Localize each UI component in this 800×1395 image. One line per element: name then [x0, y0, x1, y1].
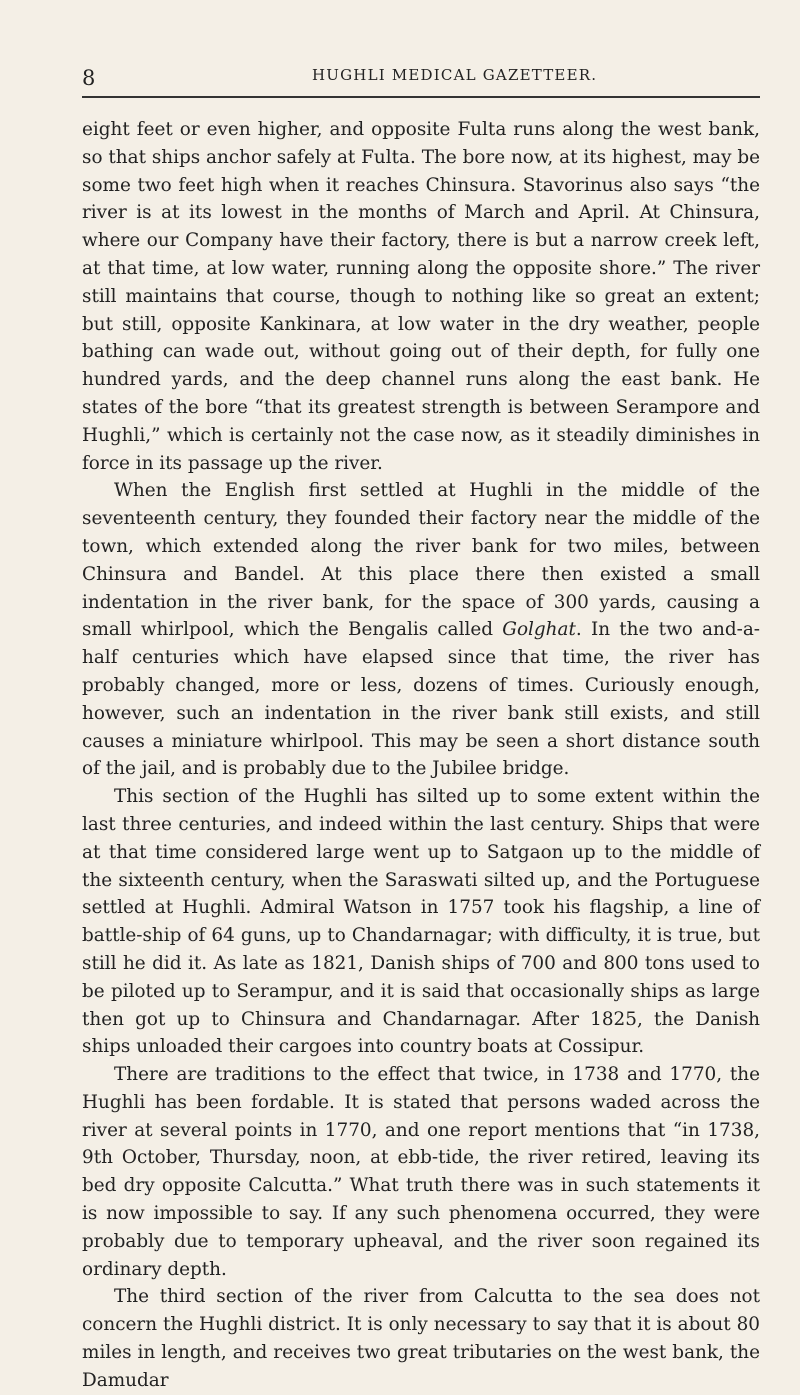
body-text [82, 116, 760, 1395]
paragraph-third-section: The third section of the river from Calcutta to the sea does not concern the Hughli district. It is only necessary to say that it is about 80 miles in length, and receives two great tributaries on the west bank, the Damudar [82, 1286, 760, 1391]
page-number: 8 [82, 66, 96, 90]
running-head: HUGHLI MEDICAL GAZETTEER. [312, 66, 598, 84]
header-rule [82, 96, 760, 98]
paragraph-text: . In the two and-a-half centuries which have elapsed since that time, the river has probably changed, more or less, dozens of times. Curiously enough, however, such an indentation in the river bank still exists, and still causes a miniature whirlpool. This may be seen a short distance south of the jail, and is probably due to the Jubilee bridge. [82, 619, 760, 780]
paragraph-continued: eight feet or even higher, and opposite Fulta runs along the west bank, so that ships anchor safely at Fulta. The bore now, at its highest, may be some two feet high when it reaches Chinsura. Stavorinus also says “the river is at its lowest in the months of March and April. At Chinsura, where our Company have their factory, there is but a narrow creek left, at that time, at low water, running along the opposite shore.” The river still maintains that course, though to nothing like so great an extent; but still, opposite Kankinara, at low water in the dry weather, people bathing can wade out, without going out of their depth, for fully one hundred yards, and the deep channel runs along the east bank. He states of the bore “that its greatest strength is between Serampore and Hughli,” which is certainly not the case now, as it steadily diminishes in force in its passage up the river. [82, 119, 760, 474]
italic-term: Golghat [502, 619, 576, 641]
paragraph-silting: This section of the Hughli has silted up to some extent within the last three centuries, and indeed within the last century. Ships that were at that time considered large went up to Satgaon up to the middle of the sixteenth century, when the Saraswati silted up, and the Portuguese settled at Hughli. Admiral Watson in 1757 took his flagship, a line of battle-ship of 64 guns, up to Chandarnagar; with difficulty, it is true, but still he did it. As late as 1821, Danish ships of 700 and 800 tons used to be piloted up to Serampur, and it is said that occasionally ships as large then got up to Chinsura and Chandarnagar. After 1825, the Danish ships unloaded their cargoes into country boats at Cossipur. [82, 786, 760, 1058]
paragraph-fordable: There are traditions to the effect that twice, in 1738 and 1770, the Hughli has been fordable. It is stated that persons waded across the river at several points in 1770, and one report mentions that “in 1738, 9th October, Thursday, noon, at ebb-tide, the river retired, leaving its bed dry opposite Calcutta.” What truth there was in such statements it is now impossible to say. If any such phenomena occurred, they were probably due to temporary upheaval, and the river soon regained its ordinary depth. [82, 1064, 760, 1280]
paragraph-english-settlement [82, 477, 760, 783]
page-header [82, 0, 760, 110]
paragraph-text: When the English first settled at Hughli in the middle of the seventeenth century, they founded their factory near the middle of the town, which extended along the river bank for two miles, between Chinsura and Bandel. At this place there then existed a small indentation in the river bank, for the space of 300 yards, causing a small whirlpool, which the Bengalis called [82, 480, 760, 641]
